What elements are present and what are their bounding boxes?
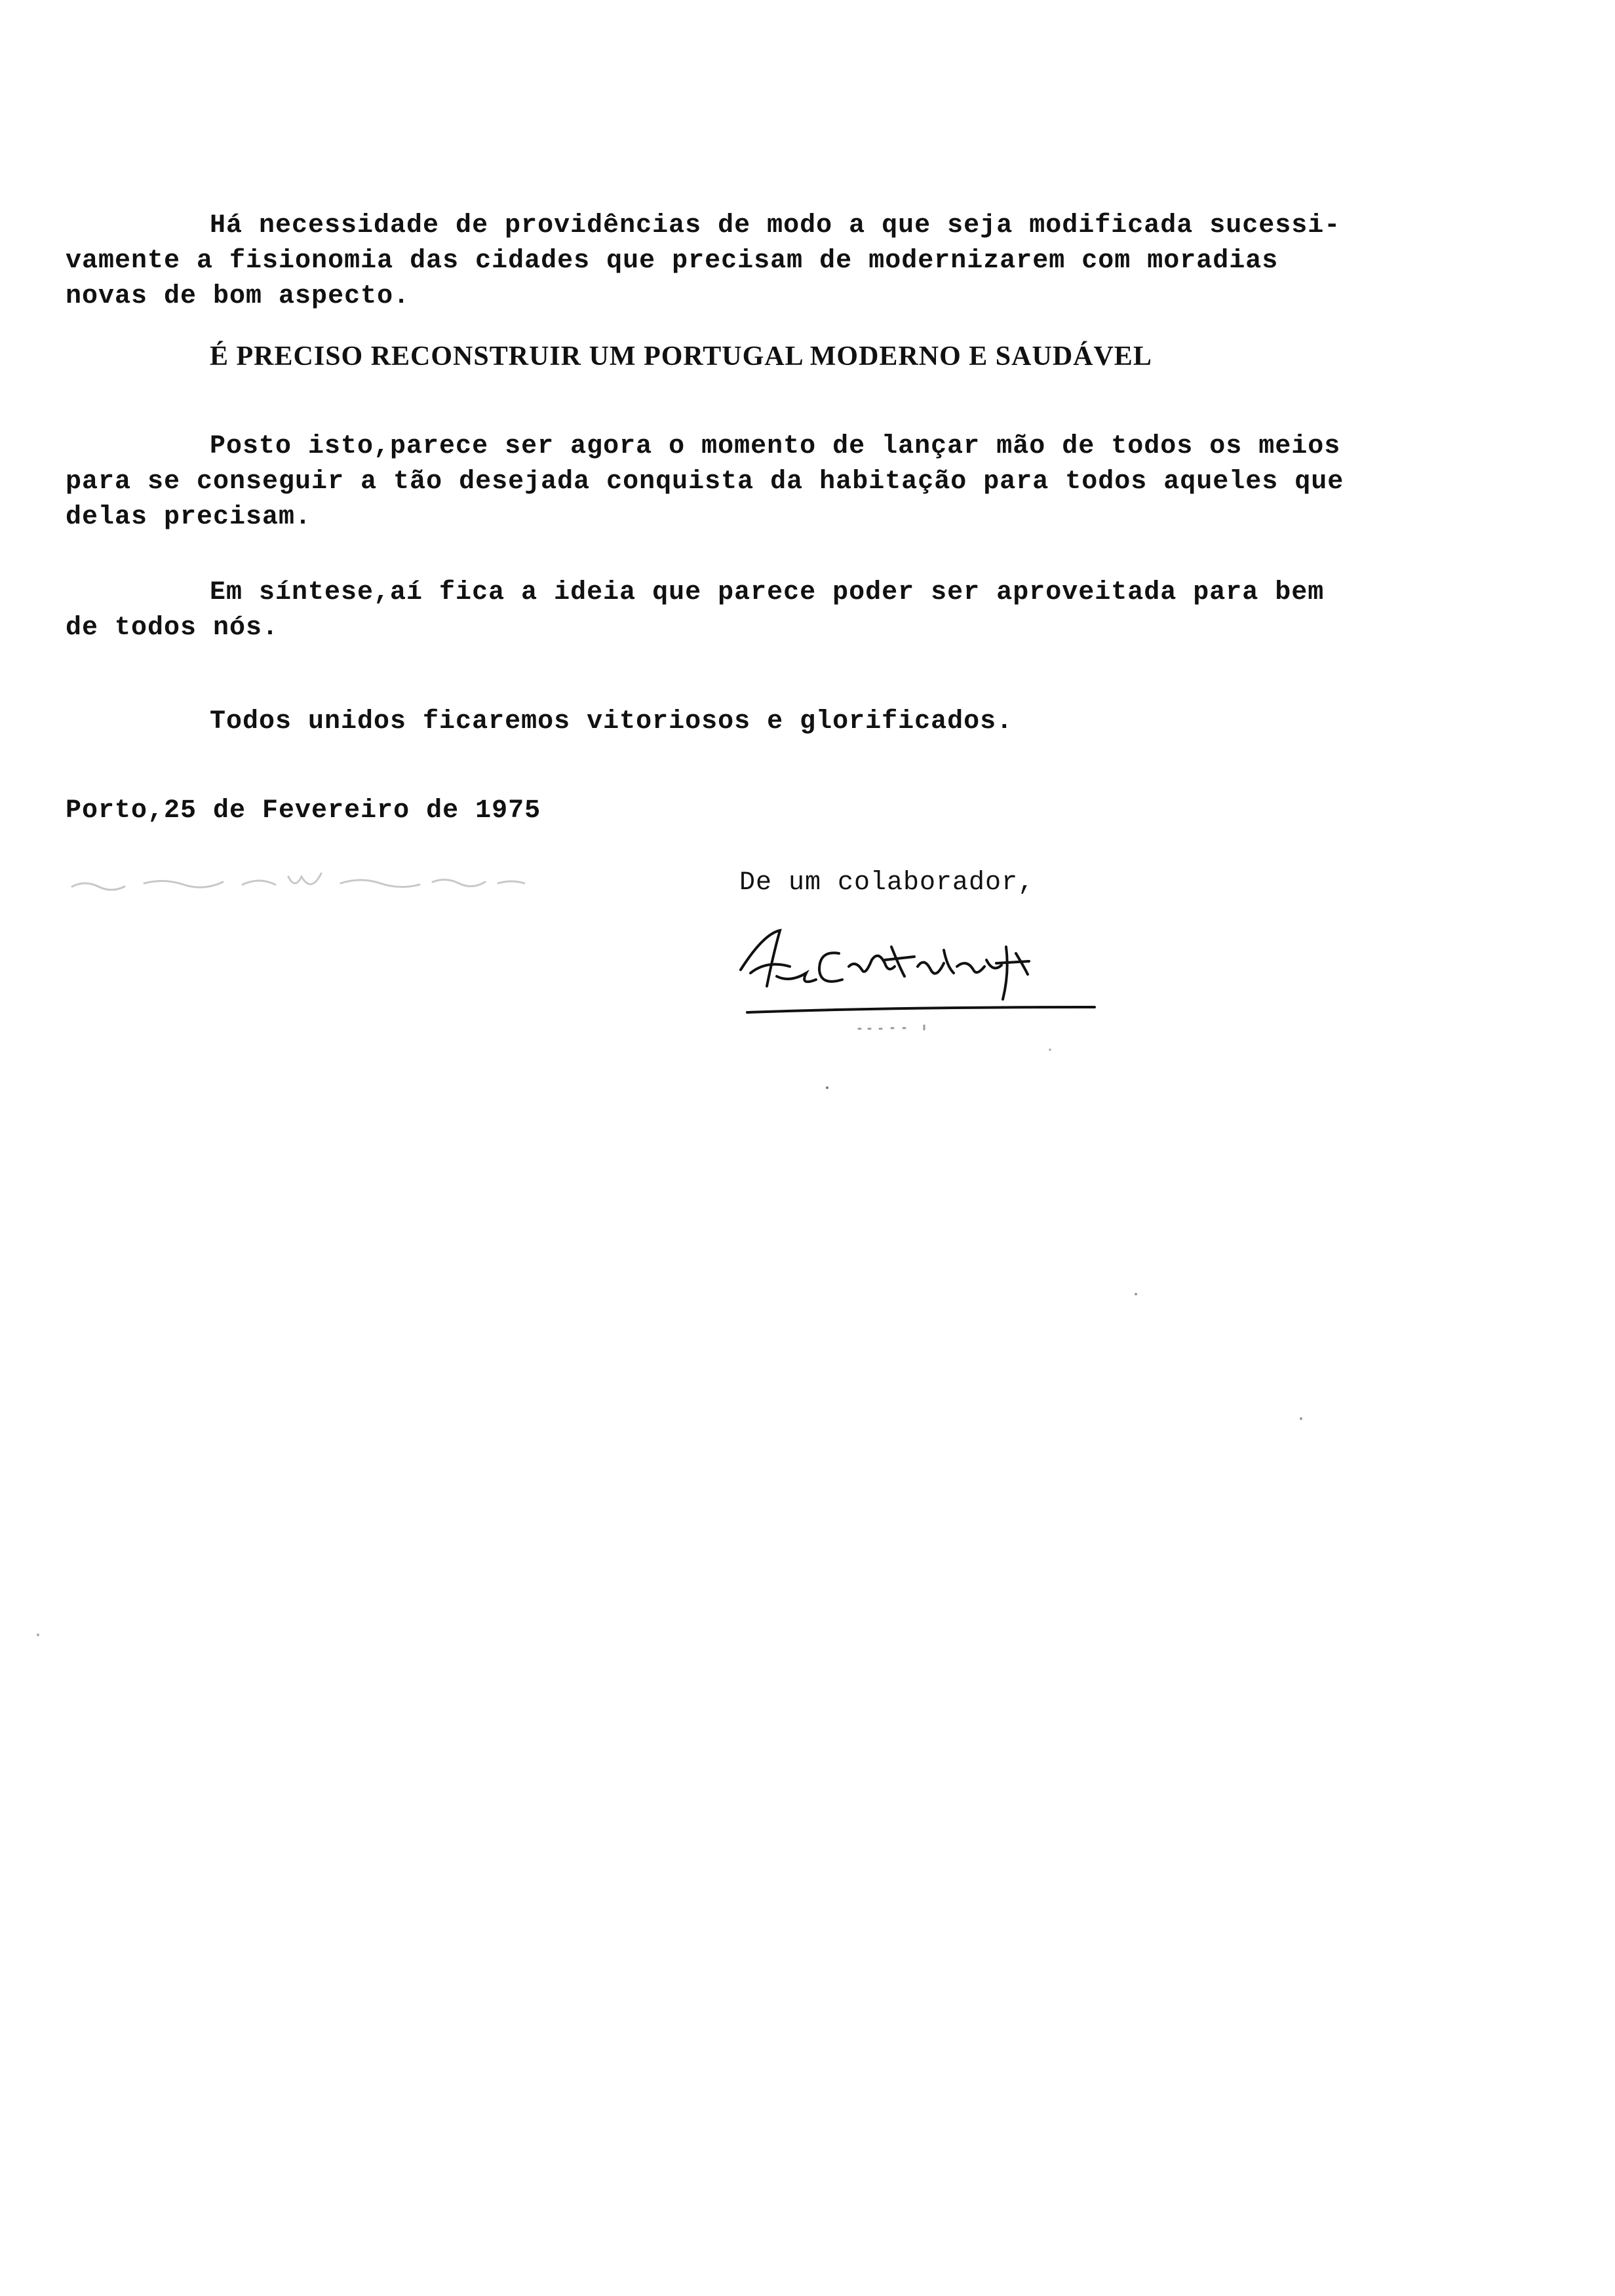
text-line: Há necessidade de providências de modo a que seja modificada sucessi- xyxy=(210,211,1341,240)
paragraph-4 xyxy=(66,704,1468,740)
closing-line: De um colaborador, xyxy=(739,868,1035,898)
text-line: para se conseguir a tão desejada conquista da habitação para todos aqueles que xyxy=(66,467,1344,497)
faint-handwriting-mark xyxy=(66,864,564,896)
heading: É PRECISO RECONSTRUIR UM PORTUGAL MODERNO E SAUDÁVEL xyxy=(210,341,1152,372)
paragraph-2 xyxy=(66,429,1468,535)
place-date: Porto,25 de Fevereiro de 1975 xyxy=(66,796,541,826)
text-line: delas precisam. xyxy=(66,503,312,532)
text-line: de todos nós. xyxy=(66,613,279,643)
text-line: Todos unidos ficaremos vitoriosos e glorificados. xyxy=(210,707,1013,737)
text-line: vamente a fisionomia das cidades que precisam de modernizarem com moradias xyxy=(66,246,1279,276)
text-line: novas de bom aspecto. xyxy=(66,282,410,311)
text-line: Em síntese,aí fica a ideia que parece poder ser aproveitada para bem xyxy=(210,578,1325,607)
signature xyxy=(728,914,1121,1032)
paragraph-1 xyxy=(66,208,1468,315)
text-line: Posto isto,parece ser agora o momento de lançar mão de todos os meios xyxy=(210,432,1341,461)
paragraph-3 xyxy=(66,575,1468,646)
